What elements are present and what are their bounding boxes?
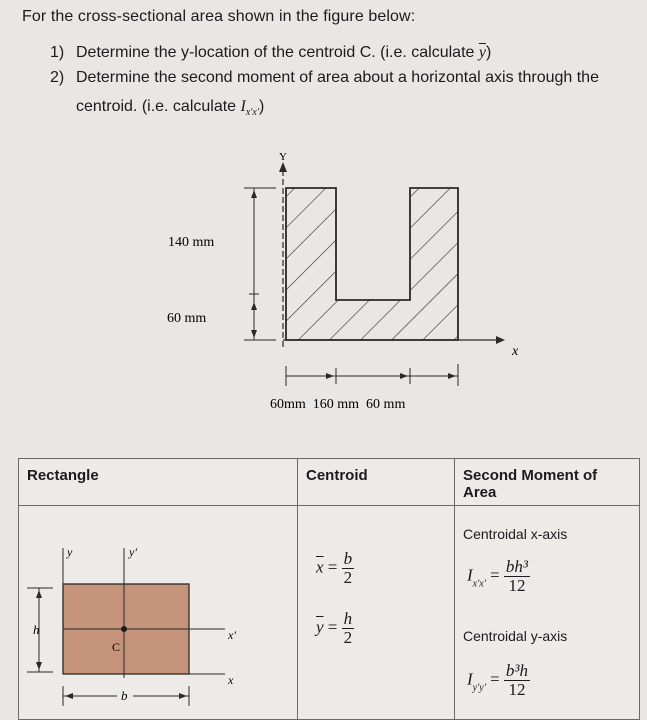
task-item-2 xyxy=(50,65,640,90)
b-label: b xyxy=(121,688,128,703)
task-text-tail: ) xyxy=(485,44,492,61)
y-axis-label: Y xyxy=(279,151,287,163)
header-rectangle: Rectangle xyxy=(19,459,298,506)
table-header-row xyxy=(19,459,640,506)
dimension-arrow-icon xyxy=(448,373,456,379)
iyy-eq: = xyxy=(490,669,500,689)
dimension-arrow-icon xyxy=(326,373,334,379)
u-section-shape xyxy=(286,188,458,340)
moment-symbol: I xyxy=(240,98,246,115)
task-text-cont: centroid. (i.e. calculate xyxy=(76,98,241,115)
dimension-arrow-icon xyxy=(36,662,42,670)
xbar-formula xyxy=(316,550,354,587)
task-number: 2) xyxy=(50,69,65,86)
ixx-formula xyxy=(467,558,530,595)
centroid-formulas-cell xyxy=(298,506,455,720)
depth-label: 60 mm xyxy=(167,311,207,326)
ixx-numerator: bh³ xyxy=(505,557,529,576)
widths-label: 60mm 160 mm 60 mm xyxy=(270,397,406,412)
centroid-dot xyxy=(121,626,127,632)
moment-formulas-cell xyxy=(455,506,640,720)
height-label: 140 mm xyxy=(168,235,215,250)
ybar-symbol: $\overline{y}$ xyxy=(478,44,486,61)
iyy-numerator: b³h xyxy=(505,661,529,680)
x-axis-arrow-icon xyxy=(496,336,505,344)
iyy-subscript: y'y' xyxy=(472,682,486,694)
dimension-arrow-icon xyxy=(400,373,408,379)
table-row xyxy=(19,506,640,720)
dimension-arrow-icon xyxy=(251,190,257,198)
xbar-eq: = xyxy=(327,557,338,577)
task-text xyxy=(76,40,491,65)
problem-intro: For the cross-sectional area shown in the figure below: xyxy=(22,8,416,25)
header-second-moment: Second Moment of Area xyxy=(455,459,640,506)
reference-table xyxy=(18,458,640,720)
iyy-formula xyxy=(467,662,530,699)
xbar-numerator: b xyxy=(343,549,353,568)
rectangle-diagram-cell xyxy=(19,506,298,720)
cross-section-figure xyxy=(0,140,647,458)
task-text-tail: ) xyxy=(259,98,265,115)
centroidal-x-axis-label: Centroidal x-axis xyxy=(463,526,568,542)
rect-x-label: x xyxy=(228,673,234,687)
rect-x-prime-label: x' xyxy=(228,628,236,642)
ybar-lhs: $\overline{y}$ xyxy=(316,617,324,637)
rectangle-diagram xyxy=(19,506,279,714)
ybar-denominator: 2 xyxy=(343,628,353,647)
task-text-body: Determine the second moment of area about a horizontal axis through the xyxy=(76,69,599,86)
y-axis-arrow-icon xyxy=(279,162,287,172)
task-item-2-continuation xyxy=(50,94,640,125)
dimension-arrow-icon xyxy=(251,330,257,338)
dimension-arrow-icon xyxy=(179,693,187,699)
rect-y-prime-label: y' xyxy=(129,545,137,559)
dimension-arrow-icon xyxy=(251,302,257,310)
x-axis-label: x xyxy=(512,344,519,359)
header-centroid: Centroid xyxy=(298,459,455,506)
xbar-lhs: $\overline{x}$ xyxy=(316,557,324,577)
dimension-arrow-icon xyxy=(36,590,42,598)
centroid-label: C xyxy=(112,640,121,654)
ixx-denominator: 12 xyxy=(508,576,526,595)
ixx-fraction xyxy=(504,558,530,595)
iyy-denominator: 12 xyxy=(508,680,526,699)
iyy-lhs: I xyxy=(467,669,473,689)
ybar-numerator: h xyxy=(343,609,353,628)
h-label: h xyxy=(33,622,40,637)
ixx-subscript: x'x' xyxy=(472,578,486,590)
moment-symbol-subscript: x'x' xyxy=(245,107,260,118)
ybar-fraction xyxy=(342,610,355,647)
ybar-eq: = xyxy=(327,617,338,637)
rect-y-label: y xyxy=(67,545,73,559)
ixx-lhs: I xyxy=(467,565,473,585)
ybar-formula xyxy=(316,610,354,647)
centroidal-y-axis-label: Centroidal y-axis xyxy=(463,628,568,644)
task-number: 1) xyxy=(50,44,65,61)
ixx-eq: = xyxy=(490,565,500,585)
task-item-1 xyxy=(50,40,640,65)
task-text-body: Determine the y-location of the centroid C. (i.e. calculate xyxy=(76,44,479,61)
xbar-denominator: 2 xyxy=(343,568,353,587)
task-list xyxy=(50,40,640,125)
iyy-fraction xyxy=(504,662,530,699)
dimension-arrow-icon xyxy=(65,693,73,699)
xbar-fraction xyxy=(342,550,355,587)
